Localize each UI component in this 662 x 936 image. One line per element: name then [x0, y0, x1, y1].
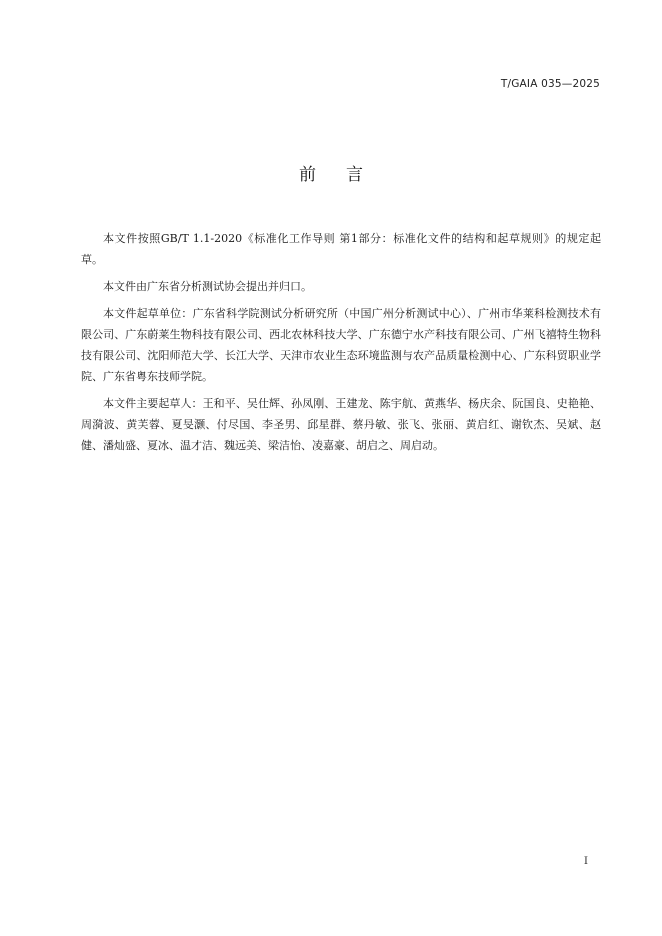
page-number: I: [583, 855, 588, 867]
paragraph-drafting-rules: 本文件按照GB/T 1.1-2020《标准化工作导则 第1部分：标准化文件的结构和起草规则》的规定起草。: [81, 232, 601, 266]
foreword-body: [81, 228, 601, 462]
paragraph-proposer: 本文件由广东省分析测试协会提出并归口。: [103, 280, 312, 293]
paragraph-drafters: 本文件主要起草人：王和平、吴仕辉、孙凤刚、王建龙、陈宇航、黄燕华、杨庆余、阮国良、史艳艳、周漪波、黄芙蓉、夏旻灏、付尽国、李圣男、邱星群、蔡丹敏、张飞、张丽、黄启红、谢钦杰、吴斌、赵健、潘灿盛、夏冰、温才洁、魏远美、梁洁怡、凌嘉豪、胡启之、周启动。: [81, 397, 601, 452]
paragraph-drafting-units: 本文件起草单位：广东省科学院测试分析研究所（中国广州分析测试中心）、广州市华莱科检测技术有限公司、广东蔚莱生物科技有限公司、西北农林科技大学、广东德宁水产科技有限公司、广州飞禧特生物科技有限公司、沈阳师范大学、长江大学、天津市农业生态环境监测与农产品质量检测中心、广东科贸职业学院、广东省粤东技师学院。: [81, 307, 601, 383]
document-code: T/GAIA 035—2025: [500, 78, 600, 90]
page-title: 前言: [299, 165, 393, 185]
